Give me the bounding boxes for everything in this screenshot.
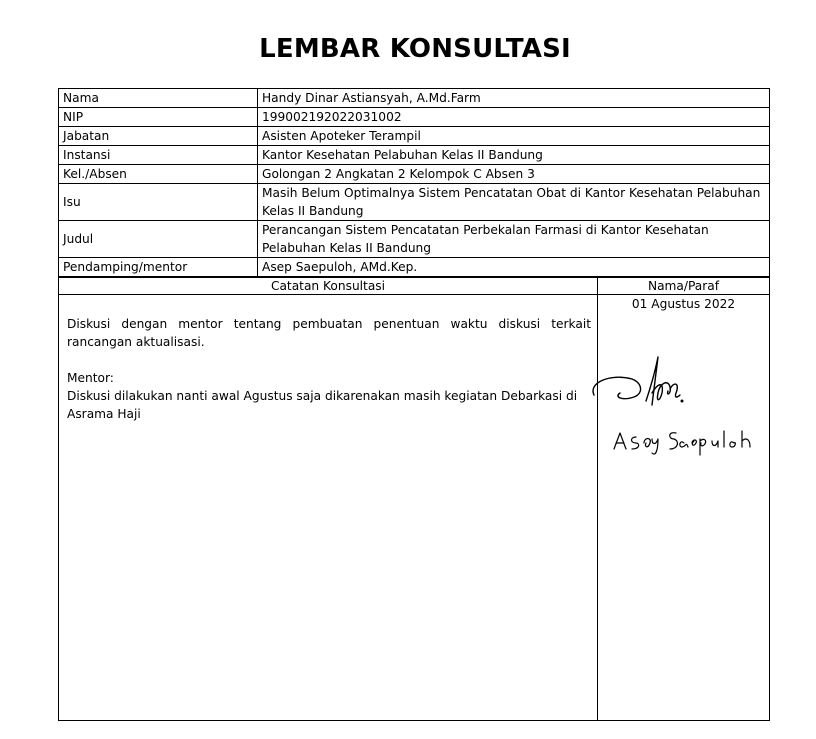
value-judul: Perancangan Sistem Pencatatan Perbekalan Farmasi di Kantor Kesehatan Pelabuhan Kelas II Bandung [258,221,770,258]
consultation-body-row [59,295,770,721]
header-nama-paraf: Nama/Paraf [598,278,770,295]
identity-table [58,88,770,277]
label-isu: Isu [59,184,258,221]
mentor-label: Mentor: [67,371,114,385]
row-judul [59,221,770,258]
signature-cell [598,295,770,721]
notes-paragraph-2: Diskusi dilakukan nanti awal Agustus saja dikarenakan masih kegiatan Debarkasi di Asrama Haji [67,389,578,421]
signature-icon [584,353,764,473]
notes-paragraph-1: Diskusi dengan mentor tentang pembuatan penentuan waktu diskusi terkait rancangan aktualisasi. [67,317,591,349]
row-jabatan [59,127,770,146]
consultation-date: 01 Agustus 2022 [631,297,736,311]
row-kel-absen [59,165,770,184]
row-mentor [59,258,770,277]
label-instansi: Instansi [59,146,258,165]
label-nama: Nama [59,89,258,108]
value-nip: 199002192022031002 [258,108,770,127]
row-isu [59,184,770,221]
value-isu: Masih Belum Optimalnya Sistem Pencatatan Obat di Kantor Kesehatan Pelabuhan Kelas II Bandung [258,184,770,221]
label-nip: NIP [59,108,258,127]
consultation-table [58,277,770,721]
value-instansi: Kantor Kesehatan Pelabuhan Kelas II Bandung [258,146,770,165]
row-nama [59,89,770,108]
mentor-signature [584,353,764,476]
consultation-header-row [59,278,770,295]
label-judul: Judul [59,221,258,258]
notes-cell [59,295,598,721]
row-instansi [59,146,770,165]
label-jabatan: Jabatan [59,127,258,146]
page-title: LEMBAR KONSULTASI [259,34,571,64]
row-nip [59,108,770,127]
label-mentor: Pendamping/mentor [59,258,258,277]
label-kel-absen: Kel./Absen [59,165,258,184]
header-catatan: Catatan Konsultasi [59,278,598,295]
value-nama: Handy Dinar Astiansyah, A.Md.Farm [258,89,770,108]
value-jabatan: Asisten Apoteker Terampil [258,127,770,146]
value-mentor: Asep Saepuloh, AMd.Kep. [258,258,770,277]
value-kel-absen: Golongan 2 Angkatan 2 Kelompok C Absen 3 [258,165,770,184]
